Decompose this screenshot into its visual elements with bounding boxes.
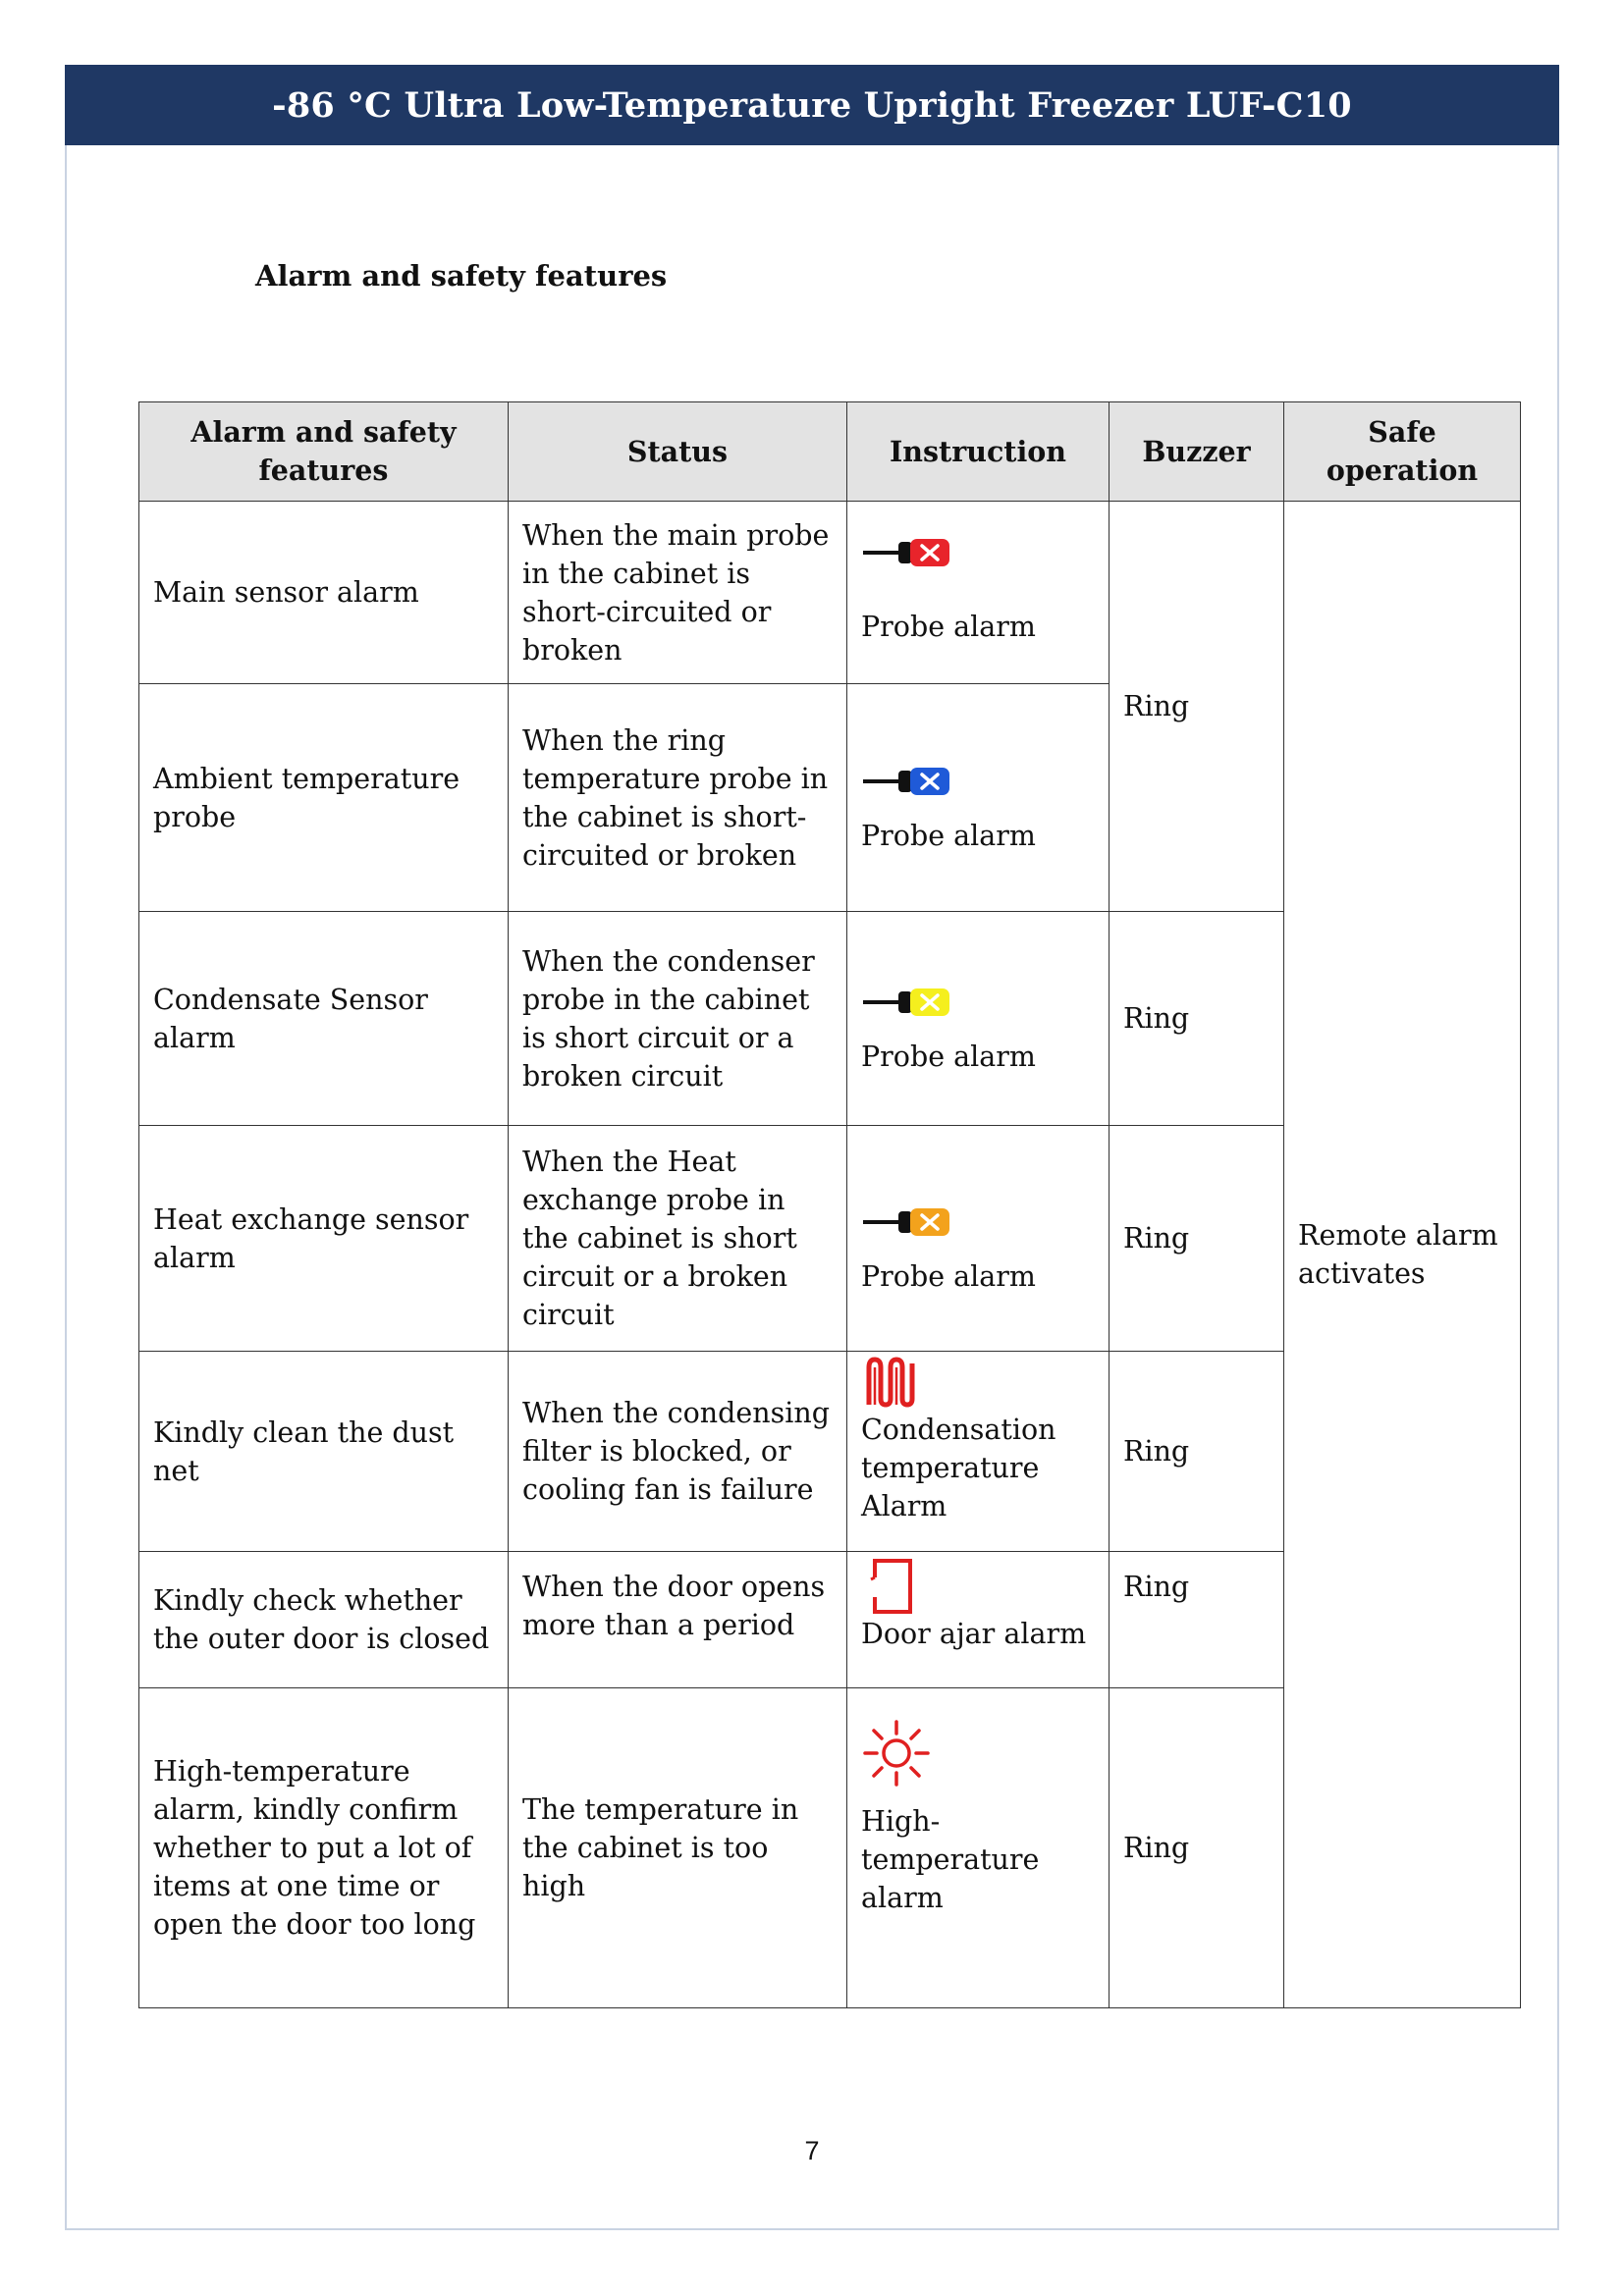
- status-cell: When the main probe in the cabinet is short-circuited or broken: [509, 502, 847, 684]
- instruction-cell: [847, 1552, 1110, 1688]
- page-number: 7: [804, 2136, 820, 2165]
- instruction-cell: [847, 502, 1110, 684]
- instruction-label: Probe alarm: [861, 1260, 1036, 1293]
- feature-cell: Ambient temperature probe: [139, 684, 509, 912]
- section-title: Alarm and safety features: [255, 259, 668, 293]
- instruction-cell: [847, 1352, 1110, 1552]
- feature-cell: Main sensor alarm: [139, 502, 509, 684]
- status-cell: When the ring temperature probe in the cabinet is short-circuited or broken: [509, 684, 847, 912]
- column-header: Instruction: [847, 402, 1110, 502]
- alarm-table: [138, 401, 1521, 2008]
- probe-yellow-icon: [861, 981, 969, 1024]
- feature-cell: Condensate Sensor alarm: [139, 912, 509, 1126]
- buzzer-cell: Ring: [1110, 1552, 1284, 1688]
- status-cell: When the door opens more than a period: [509, 1552, 847, 1688]
- feature-cell: Kindly check whether the outer door is closed: [139, 1552, 509, 1688]
- header-title: -86 °C Ultra Low-Temperature Upright Freezer LUF-C10: [272, 84, 1352, 126]
- safe-operation-cell: Remote alarm activates: [1284, 502, 1521, 2008]
- instruction-label: Probe alarm: [861, 1041, 1036, 1073]
- table-header-row: [139, 402, 1521, 502]
- column-header: Status: [509, 402, 847, 502]
- buzzer-cell: Ring: [1110, 1352, 1284, 1552]
- instruction-label: Probe alarm: [861, 820, 1036, 852]
- column-header: Safe operation: [1284, 402, 1521, 502]
- probe-blue-icon: [861, 760, 969, 803]
- door-ajar-icon: [861, 1558, 920, 1615]
- condenser-coil-icon: [861, 1356, 920, 1411]
- instruction-label: Condensation temperature Alarm: [861, 1414, 1056, 1522]
- buzzer-cell: Ring: [1110, 1126, 1284, 1352]
- feature-cell: Kindly clean the dust net: [139, 1352, 509, 1552]
- status-cell: The temperature in the cabinet is too high: [509, 1688, 847, 2008]
- instruction-label: Door ajar alarm: [861, 1618, 1087, 1650]
- status-cell: When the Heat exchange probe in the cabinet is short circuit or a broken circuit: [509, 1126, 847, 1352]
- column-header: Alarm and safety features: [139, 402, 509, 502]
- document-header: [65, 65, 1559, 145]
- probe-orange-icon: [861, 1201, 969, 1244]
- instruction-cell: [847, 1688, 1110, 2008]
- buzzer-cell: Ring: [1110, 912, 1284, 1126]
- status-cell: When the condensing filter is blocked, or cooling fan is failure: [509, 1352, 847, 1552]
- buzzer-cell: Ring: [1110, 502, 1284, 912]
- probe-red-icon: [861, 531, 969, 574]
- feature-cell: High-temperature alarm, kindly confirm whether to put a lot of items at one time or open the door too long: [139, 1688, 509, 2008]
- buzzer-cell: Ring: [1110, 1688, 1284, 2008]
- status-cell: When the condenser probe in the cabinet is short circuit or a broken circuit: [509, 912, 847, 1126]
- sun-icon: [861, 1718, 932, 1789]
- feature-cell: Heat exchange sensor alarm: [139, 1126, 509, 1352]
- column-header: Buzzer: [1110, 402, 1284, 502]
- instruction-label: Probe alarm: [861, 611, 1036, 643]
- instruction-cell: [847, 684, 1110, 912]
- instruction-cell: [847, 1126, 1110, 1352]
- instruction-cell: [847, 912, 1110, 1126]
- table-row: [139, 502, 1521, 684]
- instruction-label: High-temperature alarm: [861, 1805, 1040, 1914]
